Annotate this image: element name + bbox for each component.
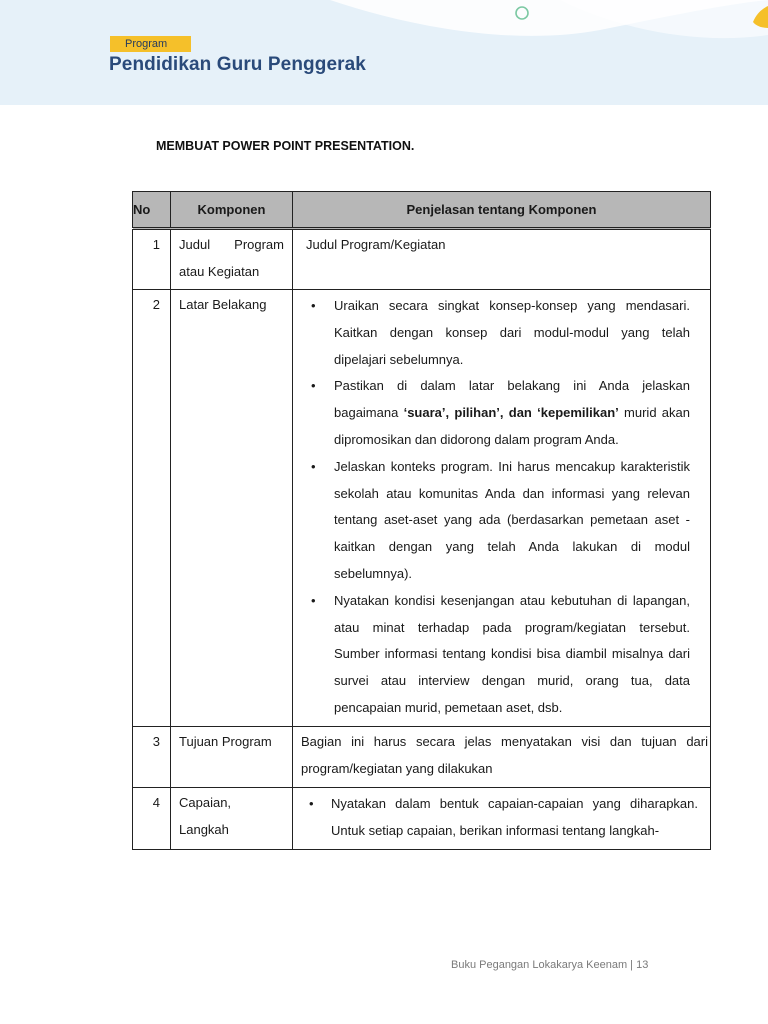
list-item: [301, 454, 708, 588]
list-item: [301, 373, 708, 453]
list-item-text: Uraikan secara singkat konsep-konsep yang mendasari. Kaitkan dengan konsep dari modul-modul yang telah dipelajari sebelumnya.: [334, 298, 690, 367]
section-heading: MEMBUAT POWER POINT PRESENTATION.: [156, 139, 415, 153]
header-wave-decoration: [0, 0, 768, 105]
list-item: [301, 588, 708, 722]
bullet-icon: •: [311, 458, 316, 474]
list-item-text: murid akan dipromosikan dan didorong dalam program Anda.: [334, 405, 690, 447]
list-item-text: Nyatakan dalam bentuk capaian-capaian yang diharapkan. Untuk setiap capaian, berikan informasi tentang langkah-: [331, 795, 698, 838]
bullet-icon: •: [311, 298, 316, 313]
row-komponen: Capaian, Langkah: [171, 787, 293, 849]
table-row: [133, 726, 711, 787]
table-row: [133, 229, 711, 290]
list-item: [301, 293, 708, 373]
row-komponen: Latar Belakang: [171, 290, 293, 727]
row-number: 2: [133, 290, 171, 727]
bullet-list: [301, 293, 708, 722]
row-penjelasan-text: Judul Program/Kegiatan: [306, 237, 446, 252]
page-title: Pendidikan Guru Penggerak: [109, 54, 366, 75]
row-penjelasan: [293, 229, 711, 290]
table-row: [133, 787, 711, 849]
row-penjelasan: Bagian ini harus secara jelas menyatakan visi dan tujuan dari program/kegiatan yang dilakukan: [293, 726, 711, 787]
header-komponen: Komponen: [171, 192, 293, 229]
komponen-table: [132, 191, 711, 850]
row-number: 4: [133, 787, 171, 849]
table-header-row: [133, 192, 711, 229]
row-number: 3: [133, 726, 171, 787]
header-penjelasan: Penjelasan tentang Komponen: [293, 192, 711, 229]
table-row: [133, 290, 711, 727]
row-penjelasan: [293, 787, 711, 849]
header-band: [0, 0, 768, 105]
bullet-icon: •: [311, 592, 316, 608]
header-no: No: [133, 192, 171, 229]
bullet-icon: •: [309, 795, 314, 811]
page-footer: Buku Pegangan Lokakarya Keenam | 13: [451, 959, 649, 971]
list-item-text: Jelaskan konteks program. Ini harus mencakup karakteristik sekolah atau komunitas Anda dan informasi yang relevan tentang aset-aset yang ada (berdasarkan pemetaan aset - kaitkan dengan yang telah Anda lakukan di modul sebelumnya).: [334, 458, 690, 581]
row-komponen: Tujuan Program: [171, 726, 293, 787]
list-item-text: Pastikan di dalam latar belakang ini Anda jelaskan bagaimana: [334, 378, 690, 421]
list-item: [301, 791, 708, 845]
list-item-bold-text: ‘suara’, pilihan’, dan ‘kepemilikan’: [403, 405, 619, 421]
list-item-text: Nyatakan kondisi kesenjangan atau kebutuhan di lapangan, atau minat terhadap pada program/kegiatan tersebut. Sumber informasi tentang kondisi bisa diambil misalnya dari survei atau interview dengan murid, orang tua, data pencapaian murid, pemetaan aset, dsb.: [334, 592, 690, 715]
program-tag: Program: [110, 36, 191, 52]
bullet-icon: •: [311, 378, 316, 394]
row-number: 1: [133, 229, 171, 290]
row-komponen: Judul Program atau Kegiatan: [171, 229, 293, 290]
bullet-list: [301, 791, 708, 845]
row-penjelasan: [293, 290, 711, 727]
